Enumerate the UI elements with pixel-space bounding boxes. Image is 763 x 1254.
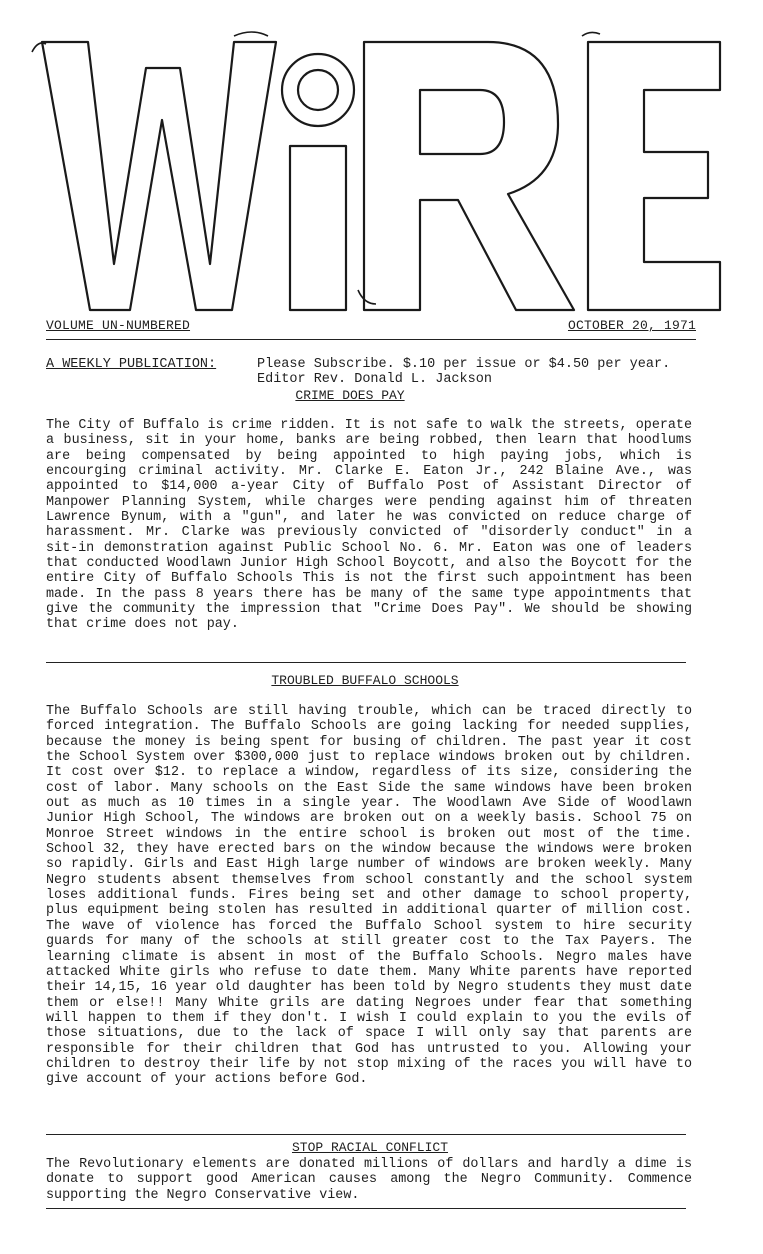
- article-body-conflict: The Revolutionary elements are donated millions of dollars and hardly a dime is donate to support good American causes among the Negro Community. Commence supporting the Negro Conservative view.: [46, 1157, 692, 1203]
- masthead-rule: [46, 339, 696, 340]
- article-headline-conflict: STOP RACIAL CONFLICT: [291, 1140, 449, 1155]
- wire-logo-graphic: [28, 28, 728, 328]
- masthead-logo: [28, 28, 728, 328]
- publication-label: A WEEKLY PUBLICATION:: [46, 357, 217, 372]
- article-headline-schools: TROUBLED BUFFALO SCHOOLS: [271, 673, 459, 688]
- publication-text: Please Subscribe. $.10 per issue or $4.50 per year. Editor Rev. Donald L. Jackson: [257, 357, 671, 387]
- section-divider: [46, 1134, 686, 1135]
- section-divider: [46, 662, 686, 663]
- article-body-schools: The Buffalo Schools are still having trouble, which can be traced directly to forced integration. The Buffalo Schools are going lacking for needed supplies, because the money is being spent for busing of children. The past year it cost the School System over $300,000 just to replace windows broken out by children. It cost over $12. to replace a window, regardless of its size, considering the cost of labor. Many schools on the East Side the same windows have been broken out as much as 10 times in a single year. The Woodlawn Ave Side of Woodlawn Junior High School, The windows are broken out on a weekly basis. School 75 on Monroe Street windows in the entire school is broken out most of the time. School 32, they have erected bars on the window because the windows were broken so rapidly. Girls and East High large number of windows are broken weekly. Many Negro students absent themselves from school constantly and the school system loses additional funds. Fires being set and other damage to school property, plus equipment being stolen has resulted in additional quarter of million cost. The wave of violence has forced the Buffalo School system to hire security guards for many of the schools at still greater cost to the Tax Payers. The learning climate is absent in most of the Buffalo Schools. Negro males have attacked White girls who refuse to date them. Many White parents have reported their 14,15, 16 year old daughter has been told by Negro students they must date them or else!! Many White grils are dating Negroes under fear that something will happen to them if they don't. I wish I could explain to you the evils of those situations, due to the lack of space I will only say that parents are responsible for their children that God has untrusted to you. Allowing your children to destroy their life by not stop mixing of the races you will have to give account of your actions before God.: [46, 704, 692, 1088]
- article-headline-crime: CRIME DOES PAY: [295, 388, 405, 403]
- issue-date: OCTOBER 20, 1971: [567, 318, 696, 333]
- section-divider: [46, 1208, 686, 1209]
- article-body-crime: The City of Buffalo is crime ridden. It is not safe to walk the streets, operate a business, sit in your home, banks are being robbed, then learn that hoodlums are being compensated by being appointed to high paying jobs, which is encourging criminal activity. Mr. Clarke E. Eaton Jr., 242 Blaine Ave., was appointed to $14,000 a-year City of Buffalo Post of Assistant Director of Manpower Planning System, while charges were pending against him of threaten Lawrence Bynum, with a "gun", and later he was convicted on reduce charge of harassment. Mr. Clarke was previously convicted of "disorderly conduct" in a sit-in demonstration against Public School No. 6. Mr. Eaton was one of leaders that conducted Woodlawn Junior High School Boycott, and also the Boycott for the entire City of Buffalo Schools This is not the first such appointment has been made. In the pass 8 years there has be many of the same type appointments that give the community the impression that "Crime Does Pay". We should be showing that crime does not pay.: [46, 418, 692, 633]
- volume-label: VOLUME UN-NUMBERED: [46, 318, 191, 333]
